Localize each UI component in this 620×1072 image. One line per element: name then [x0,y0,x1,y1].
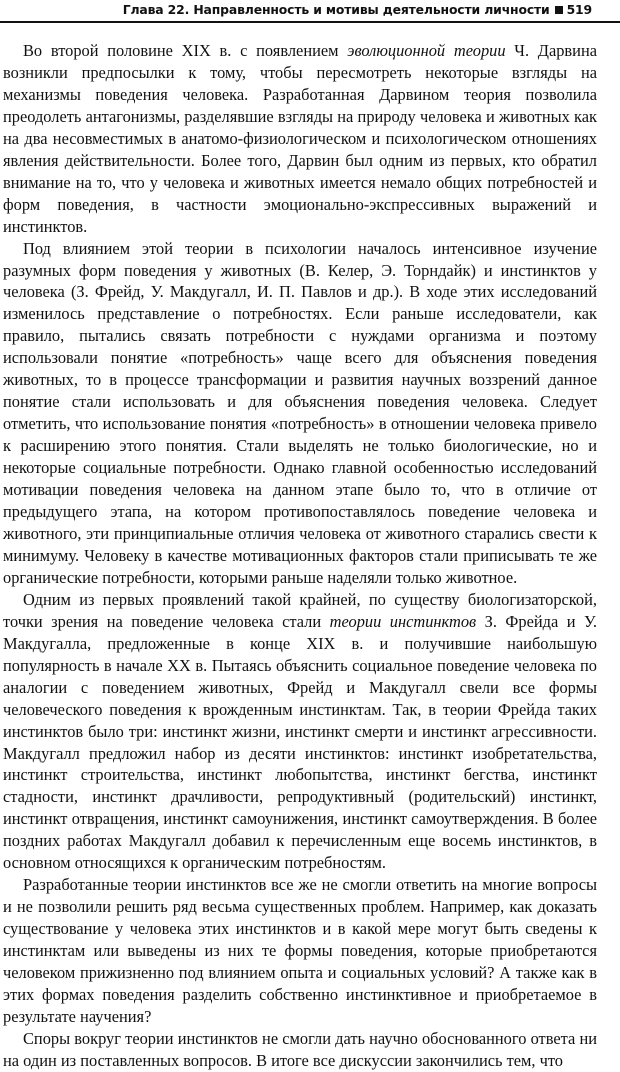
paragraph-5: Споры вокруг теории инстинктов не смогли дать научно обоснованного ответа ни на один из поставленных вопросов. В итоге все дискуссии закончились тем, что [3,1028,597,1070]
paragraph-2: Под влиянием этой теории в психологии началось интенсивное изучение разумных форм поведения у животных (В. Келер, Э. Торндайк) и инстинктов у человека (З. Фрейд, У. Макдугалл, И. П. Павлов и др.). В ходе этих исследований изменилось представление о потребностях. Если раньше исследователи, как правило, пытались связать потребности с нуждами организма и поэтому использовали понятие «потребность» чаще всего для объяснения поведения животных, то в процессе трансформации и развития научных воззрений данное понятие стали использовать и для объяснения поведения человека. Следует отметить, что использование понятия «потребность» в отношении человека привело к расширению этого понятия. Стали выделять не только биологические, но и некоторые социальные потребности. Однако главной особенностью исследований мотивации поведения человека на данном этапе было то, что в отличие от предыдущего этапа, на котором противопоставлялось поведение человека и животного, эти принципиальные отличия человека от животного старались свести к минимуму. Человеку в качестве мотивационных факторов стали приписывать те же органические потребности, которыми раньше наделяли только животное. [3,238,597,587]
running-header [0,0,620,22]
paragraph-1: Во второй половине XIX в. с появлением эволюционной теории Ч. Дарвина возникли предпосылки к тому, чтобы пересмотреть некоторые взгляды на механизмы поведения человека. Разработанная Дарвином теория позволила преодолеть антагонизмы, разделявшие взгляды на природу человека и животных как на два несовместимых в анатомо-физиологическом и психологическом отношениях явления действительности. Более того, Дарвин был одним из первых, кто обратил внимание на то, что у человека и животных имеется немало общих потребностей и форм поведения, в частности эмоционально-экспрессивных выражений и инстинктов. [3,41,597,236]
chapter-title: Глава 22. Направленность и мотивы деятельности личности [122,2,550,17]
term-instinct-theories: теории инстинктов [329,611,477,631]
paragraph-3: Одним из первых проявлений такой крайней, по существу биологизаторской, точки зрения на поведение человека стали теории инстинктов З. Фрейда и У. Макдугалла, предложенные в конце XIX в. и получившие наибольшую популярность в начале XX в. Пытаясь объяснить социальное поведение человека по аналогии с поведением животных, Фрейд и Макдугалл свели все формы человеческого поведения к врожденным инстинктам. Так, в теории Фрейда таких инстинктов было три: инстинкт жизни, инстинкт смерти и инстинкт агрессивности. Макдугалл предложил набор из десяти инстинктов: инстинкт изобретательства, инстинкт строительства, инстинкт любопытства, инстинкт бегства, инстинкт стадности, инстинкт драчливости, репродуктивный (родительский) инстинкт, инстинкт отвращения, инстинкт самоунижения, инстинкт самоутверждения. В более поздних работах Макдугалл добавил к перечисленным еще восемь инстинктов, в основном относящихся к органическим потребностям. [3,589,598,873]
header-line [123,2,592,17]
term-evolution-theory: эволюционной теории [347,41,506,60]
square-bullet-icon [555,6,563,14]
paragraph-4: Разработанные теории инстинктов все же не смогли ответить на многие вопросы и не позволили решить ряд весьма существенных проблем. Например, как доказать существование у человека этих инстинктов и в какой мере могут быть сведены к инстинктам или выведены из них те формы поведения, которые приобретаются человеком прижизненно под влиянием опыта и социальных условий? А также как в этих формах поведения разделить собственно инстинктивное и приобретаемое в результате научения? [3,875,597,1026]
page-number: 519 [566,2,592,17]
header-rule [0,21,620,23]
body-text [3,40,597,1072]
